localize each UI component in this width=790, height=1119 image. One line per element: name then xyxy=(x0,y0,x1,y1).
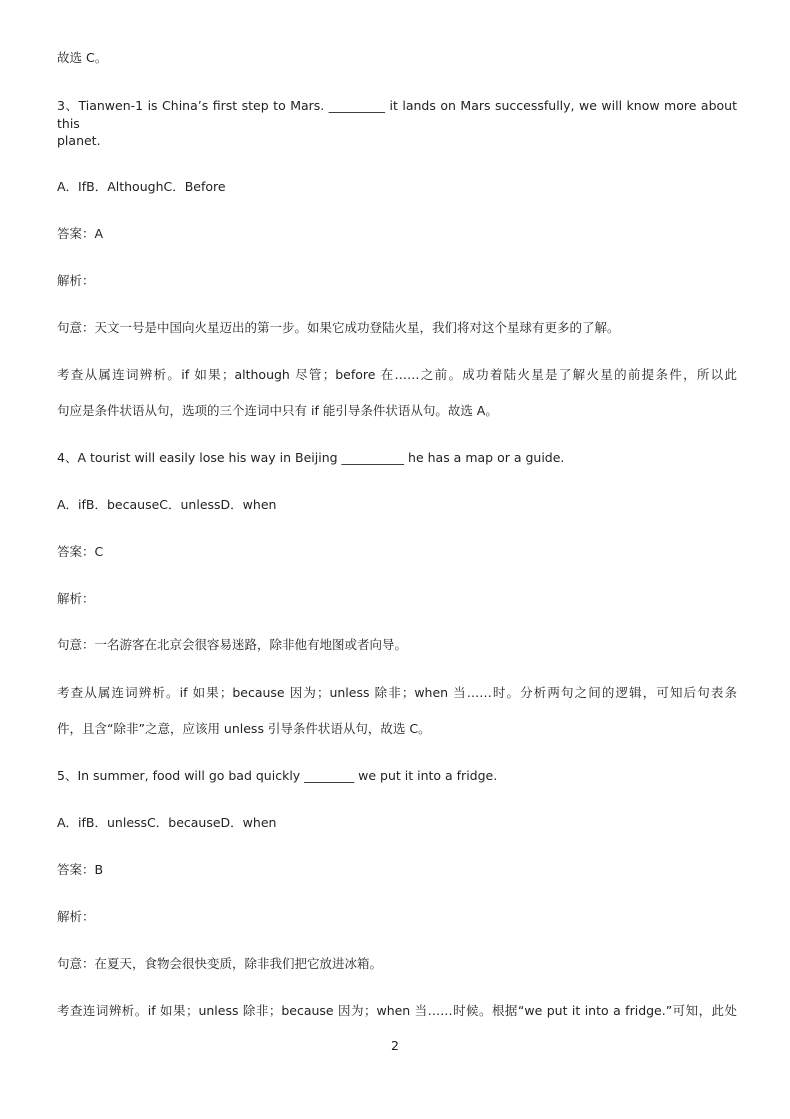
question-4-meaning: 句意：一名游客在北京会很容易迷路，除非他有地图或者向导。 xyxy=(57,637,408,652)
question-3-meaning: 句意：天文一号是中国向火星迈出的第一步。如果它成功登陆火星，我们将对这个星球有更多的了解。 xyxy=(57,320,620,335)
page-number: 2 xyxy=(391,1038,399,1053)
question-4-stem: 4、A tourist will easily lose his way in Beijing __________ he has a map or a guide. xyxy=(57,450,565,465)
question-5-analysis-heading: 解析： xyxy=(57,909,95,924)
question-3-explanation: 考查从属连词辨析。if 如果；although 尽管；before 在……之前。成功着陆火星是了解火星的前提条件，所以此 xyxy=(57,367,737,382)
question-4-options: A．ifB．becauseC．unlessD．when xyxy=(57,497,277,512)
question-5-options: A．ifB．unlessC．becauseD．when xyxy=(57,815,277,830)
question-5-explanation: 考查连词辨析。if 如果；unless 除非；because 因为；when 当……时候。根据“we put it into a fridge.”可知，此处 xyxy=(57,1003,737,1018)
question-3-analysis-heading: 解析： xyxy=(57,273,95,288)
question-4-explanation-continued: 件，且含“除非”之意，应该用 unless 引导条件状语从句，故选 C。 xyxy=(57,721,431,736)
question-4-explanation: 考查从属连词辨析。if 如果；because 因为；unless 除非；when 当……时。分析两句之间的逻辑，可知后句表条 xyxy=(57,685,737,700)
text-line-final-answer-prev: 故选 C。 xyxy=(57,50,108,65)
question-3-stem-continued: planet. xyxy=(57,133,101,148)
question-5-stem: 5、In summer, food will go bad quickly ________ we put it into a fridge. xyxy=(57,768,498,783)
question-3-options: A．IfB．AlthoughC．Before xyxy=(57,179,226,194)
question-3-explanation-continued: 句应是条件状语从句，选项的三个连词中只有 if 能引导条件状语从句。故选 A。 xyxy=(57,403,498,418)
question-5-meaning: 句意：在夏天，食物会很快变质，除非我们把它放进冰箱。 xyxy=(57,956,383,971)
question-5-answer: 答案：B xyxy=(57,862,104,877)
question-3-answer: 答案：A xyxy=(57,226,104,241)
question-3-stem: 3、Tianwen-1 is China’s first step to Mars. _________ it lands on Mars successfully, we will know more about this xyxy=(57,98,737,131)
question-4-answer: 答案：C xyxy=(57,544,104,559)
question-4-analysis-heading: 解析： xyxy=(57,591,95,606)
